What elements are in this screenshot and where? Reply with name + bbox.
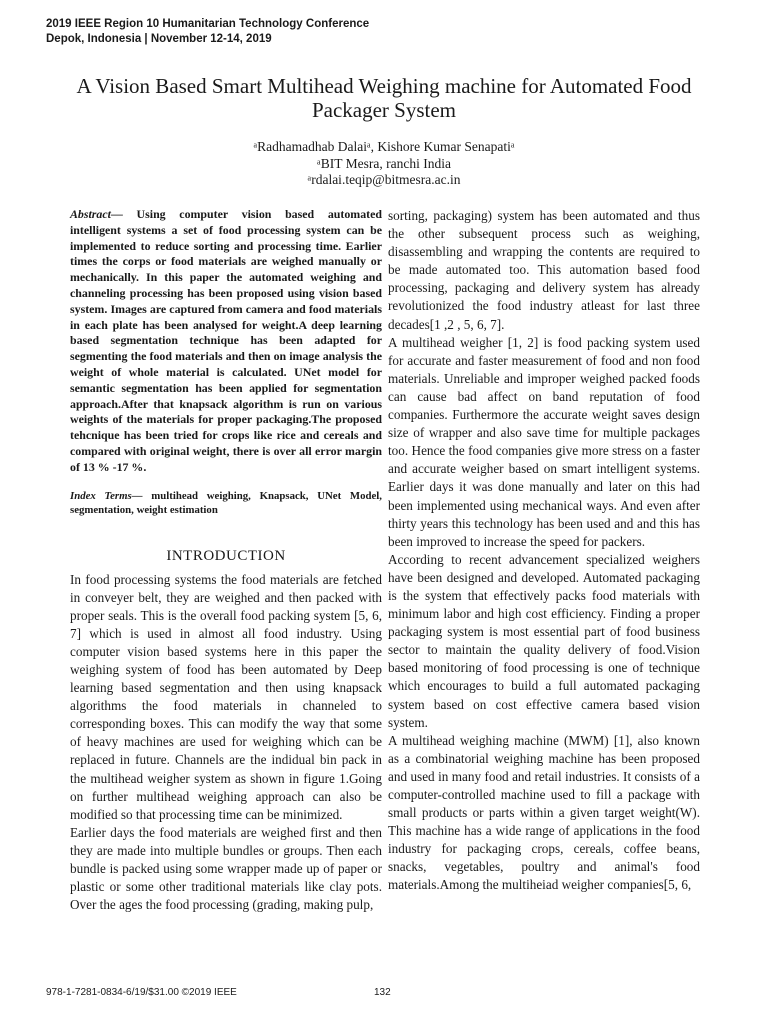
intro-paragraph-1: In food processing systems the food materials are fetched in conveyer belt, they are weighed and then packed with proper seals. This is the overall food packing system [5, 6, 7] which is used in almost all food industry. Using computer vision based systems here in this paper the weighing system of food has been automated by Deep learning based segmentation and then using knapsack algorithms the food materials in channeled to corresponding boxes. This can modify the way that some of heavy machines are used for weighing which can be replaced in future. Channels are the indidual bin pack in the multihead weigher system as shown in figure 1.Going on further multihead weighing approach can also be modified so that processing time can be minimized. [70,571,382,822]
author-email: ᵃrdalai.teqip@bitmesra.ac.in [307,172,461,187]
author-names: ᵃRadhamadhab Dalaiᵃ, Kishore Kumar Senapatiᵃ [253,139,515,154]
index-terms-text: multihead weighing, Knapsack, UNet Model, segmentation, weight estimation [70,489,382,517]
intro-paragraph-2: Earlier days the food materials are weighed first and then they are made into multiple bundles or groups. Then each bundle is packed using some wrapper made up of paper or plastic or some other traditional materials like clay pots. Over the ages the food processing (grading, making pulp, [70,824,382,913]
right-paragraph-3: According to recent advancement specialized weighers have been designed and developed. Automated packaging is the system that effectively packs food materials with minimum labor and high cost efficiency. Finding a proper packaging system is most essential part of food business sector to maintain the quality delivery of food.Vision based monitoring of food processing is one of technique which encourages to build a full automated packaging system based on cost effective camera based vision system. [388,551,700,730]
abstract [70,207,382,476]
abstract-label: Abstract— [70,207,123,221]
conference-name: 2019 IEEE Region 10 Humanitarian Technology Conference [46,18,370,30]
section-heading-introduction: INTRODUCTION [166,547,286,564]
paper-title: A Vision Based Smart Multihead Weighing machine for Automated Food Packager System [76,74,692,122]
conference-location-date: Depok, Indonesia | November 12-14, 2019 [46,33,272,45]
author-affiliation: ᵃBIT Mesra, ranchi India [317,155,451,171]
author-block [180,139,588,189]
right-paragraph-4: A multihead weighing machine (MWM) [1], also known as a combinatorial weighing machine has been proposed and used in many food and retail industries. It consists of a computer-controlled machine used to fill a package with small products or parts within a given target weight(W). This machine has a wide range of applications in the food industry for packaging crops, cereals, coffee beans, snacks, vegetables, poultry and animal's food materials.Among the multiheiad weigher companies[5, 6, [388,732,700,893]
footer-page-number: 132 [374,987,391,998]
conference-header [46,17,369,47]
index-terms [70,489,382,518]
index-terms-label: Index Terms— [70,489,143,502]
footer-copyright: 978-1-7281-0834-6/19/$31.00 ©2019 IEEE [46,987,237,998]
right-paragraph-1: sorting, packaging) system has been automated and thus the other subsequent process such as weighing, disassembling and wrapping the contents are required to be made automated too. This automation based food processing, packaging and delivery system has already revolutionized the food industry atleast for last three decades[1 ,2 , 5, 6, 7]. [388,208,700,332]
right-paragraph-2: A multihead weigher [1, 2] is food packing system used for accurate and faster measurement of food and non food materials. Unreliable and improper weighed packed foods can cause bad affect on band reputation of food companies. Furthermore the accurate weight saves design size of wrapper and also save time for multiple packages too. Hence the food companies give more stress on a faster and accurate weigher based on smart intelligent systems. Earlier days it was done manually and later on this had been implemented using mechanical ways. And even after thirty years this technology has been used and and this has been improved to increase the speed for packers. [388,334,700,549]
right-column [388,207,700,895]
abstract-text: Using computer vision based automated intelligent systems a set of food processing system can be implemented to reduce sorting and processing time. Earlier times the corps or food materials are weighed manually or mechanically. In this paper the automated weighing and channeling processing has been proposed using vision based system. Images are captured from camera and food materials in each plate has been analysed for weight.A deep learning based segmentation technique has been adapted for segmenting the food materials and then on image analysis the weight of whole material is calculated. UNet model for semantic segmentation has been applied for segmentation approach.After that knapsack algorithm is run on various weights of the materials for proper packaging.The proposed tehcnique has been tried for crops like rice and cereals and compared with original weight, there is over all error margin of 13 % -17 %. [70,207,382,474]
left-column [70,207,382,914]
